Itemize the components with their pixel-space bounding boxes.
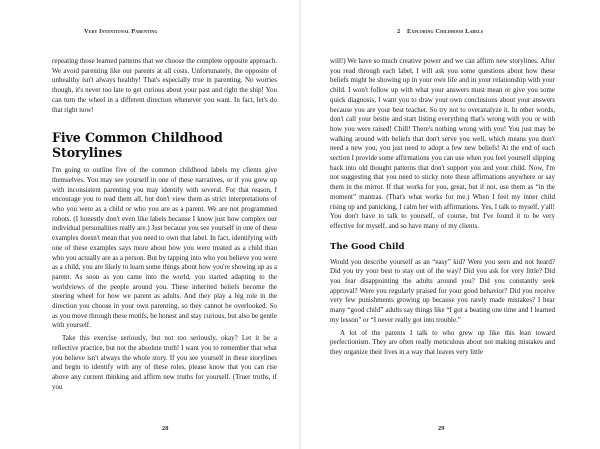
paragraph: repeating those learned patterns that we choose the complete opposite approach. We avoid parenting like our parents at all costs. Unfortunately, the opposite of unhealthy isn't always healthy! That's especially true in parenting. No worries though, it's never too late to get curious about your past and right the ship! You can turn the wheel in a different direction whenever you want. In fact, let's do that right now!	[52, 57, 277, 114]
right-page-body	[330, 57, 555, 358]
section-title: Five Common Childhood Storylines	[52, 130, 223, 161]
running-head-left	[84, 28, 158, 35]
paragraph: Take this exercise seriously, but not too seriously, okay? Let it be a reflective practice, but not the absolute truth! I want you to remember that what you believe isn't always the whole story. If you see yourself in these storylines and begin to identify with any of these roles, please know that you can rise above any current thinking and affirm new truths for yourself. (Truer truths, if you	[52, 334, 277, 391]
paragraph: I'm going to outline five of the common childhood labels my clients give themselves. You may see yourself in one of these narratives, or if you grew up with inconsistent parenting you may identify with several. For that reason, I encourage you to read them all, but don't view them as strict interpretations of who you were as a child or who you are as a parent. We are not programmed robots. (I honestly don't even like labels because I know just how complex our individual personalities really are.) Just because you see yourself in one of these examples doesn't mean that you need to own that label. In fact, identifying with one of these examples says more about how you were treated as a child than who you actually are as a person. But by tapping into who you believe you were as a child, you are likely to learn some things about how you're showing up as a parent. As soon as you came into the world, you started adapting to the worldviews of the people around you. These inherited beliefs become the steering wheel for how we parent as adults. And they play a big role in the direction you choose in your own parenting, so they cannot be overlooked. So as you move through these motifs, be honest and stay curious, but also be gentle with yourself.	[52, 166, 277, 330]
paragraph: A lot of the parents I talk to who grew up like this lean toward perfectionism. They are often really meticulous about not making mistakes and they organize their lives in a way that leaves very little	[330, 328, 555, 356]
paragraph: Would you describe yourself as an “easy” kid? Were you seen and not heard? Did you try your best to stay out of the way? Did you ask for very little? Did you fear disappointing the adults around you? Did you constantly seek approval? Were you regularly praised for your good behavior? Did you receive very few punishments growing up because you rarely made mistakes? I hear many “good child” adults say things like “I got a beating one time and I learned my lesson” or “I never really got into trouble.”	[330, 257, 555, 324]
left-page-body	[52, 57, 277, 392]
chapter-title: Exploring Childhood Labels	[407, 28, 484, 35]
page-number-left: 28	[162, 425, 169, 432]
page-number-right: 29	[438, 425, 445, 432]
right-page	[300, 0, 600, 449]
subsection-title: The Good Child	[330, 241, 405, 252]
chapter-number: 2	[397, 28, 401, 35]
running-head-right	[397, 28, 483, 35]
paragraph: will!) We have so much creative power and we can affirm new storylines. After you read through each label, I will ask you some questions about how these beliefs might be showing up in your own life and in your relationship with your child. I won't follow up with what your answers must mean or give you some quick diagnosis, I want you to draw your own conclusions about your answers because you are your best teacher. So try not to overanalyze it. In other words, don't call your bestie and start listing everything that's wrong with you or with how you were raised! Chill! There's nothing wrong with you! You just may be walking around with beliefs that don't serve you well, which means you don't need a new you, you just need to adopt a few new beliefs! At the end of each section I provide some affirmations you can use when you feel yourself slipping back into old thought patterns that don't support you and your child. Now, I'm not suggesting that you need to sticky note these affirmations anywhere or say them in the mirror. If that works for you, great, but if not, use them as “in the moment” mantras. (That's what works for me.) When I feel my inner child rising up and panicking, I calm her with affirmations. Yes, I talk to myself, y'all! You don't have to talk to yourself, of course, but I've found it to be very effective for myself, and so have many of my clients.	[330, 57, 555, 230]
book-title: Very Intentional Parenting	[84, 28, 158, 35]
